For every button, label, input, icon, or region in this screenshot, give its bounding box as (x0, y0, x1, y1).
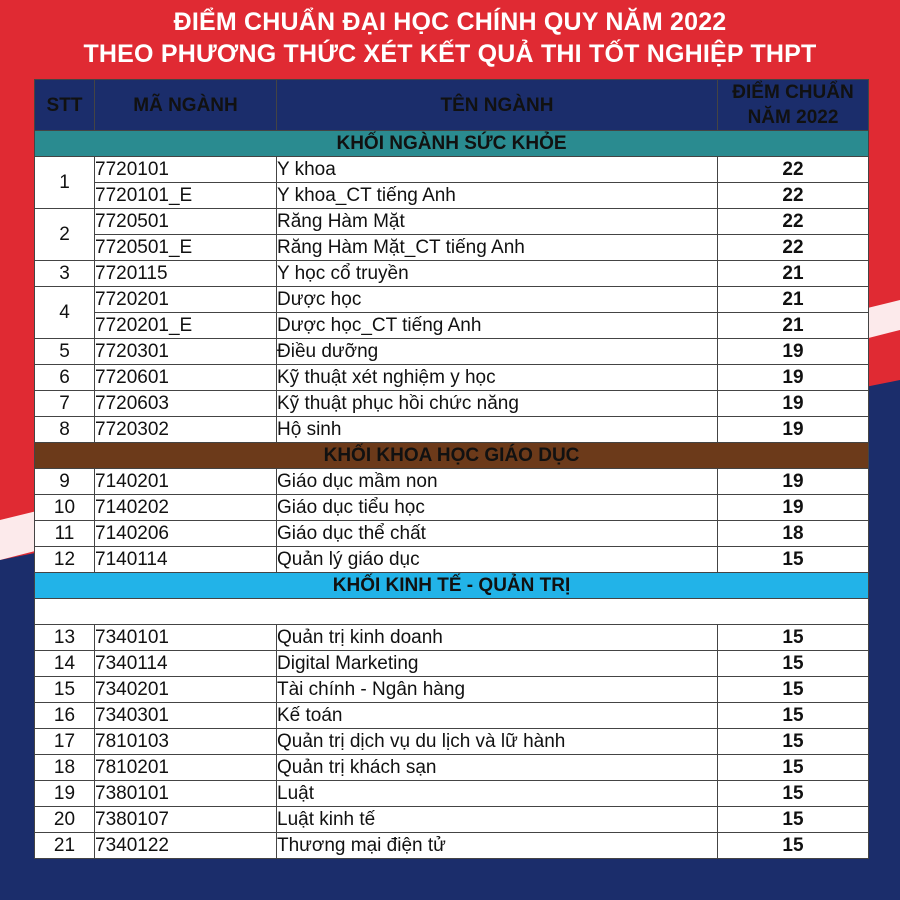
row-code: 7140114 (95, 547, 277, 573)
row-name: Răng Hàm Mặt (277, 209, 718, 235)
row-score: 21 (718, 287, 869, 313)
row-code: 7720101_E (95, 183, 277, 209)
row-code: 7720501 (95, 209, 277, 235)
row-stt: 14 (35, 651, 95, 677)
table-row (35, 261, 869, 287)
row-score: 15 (718, 651, 869, 677)
table-row (35, 703, 869, 729)
row-code: 7720201_E (95, 313, 277, 339)
header-stt: STT (35, 80, 95, 131)
row-code: 7720115 (95, 261, 277, 287)
row-code: 7380101 (95, 781, 277, 807)
row-name: Digital Marketing (277, 651, 718, 677)
row-score: 22 (718, 183, 869, 209)
row-stt: 17 (35, 729, 95, 755)
row-score: 19 (718, 391, 869, 417)
table-row (35, 469, 869, 495)
row-stt: 1 (35, 157, 95, 209)
row-score: 15 (718, 703, 869, 729)
table-header-row (35, 80, 869, 131)
row-score: 15 (718, 755, 869, 781)
row-score: 19 (718, 365, 869, 391)
header-name: TÊN NGÀNH (277, 80, 718, 131)
row-score: 15 (718, 547, 869, 573)
row-stt: 3 (35, 261, 95, 287)
spacer-row (35, 599, 869, 625)
table-row (35, 417, 869, 443)
row-name: Điều dưỡng (277, 339, 718, 365)
header-score (718, 80, 869, 131)
table-row (35, 755, 869, 781)
row-code: 7810103 (95, 729, 277, 755)
table-row (35, 729, 869, 755)
row-score: 18 (718, 521, 869, 547)
row-code: 7140202 (95, 495, 277, 521)
row-code: 7340101 (95, 625, 277, 651)
table-row (35, 677, 869, 703)
group-row-economics (35, 573, 869, 599)
admission-scores-table (34, 79, 869, 859)
row-stt: 5 (35, 339, 95, 365)
row-name: Dược học_CT tiếng Anh (277, 313, 718, 339)
row-stt: 4 (35, 287, 95, 339)
page-title-line-1: ĐIỂM CHUẨN ĐẠI HỌC CHÍNH QUY NĂM 2022 (173, 8, 727, 36)
header-code: MÃ NGÀNH (95, 80, 277, 131)
row-code: 7720501_E (95, 235, 277, 261)
table-row (35, 183, 869, 209)
table-row (35, 833, 869, 859)
row-name: Quản lý giáo dục (277, 547, 718, 573)
row-name: Quản trị kinh doanh (277, 625, 718, 651)
row-score: 19 (718, 469, 869, 495)
group-row-health (35, 131, 869, 157)
row-stt: 16 (35, 703, 95, 729)
row-name: Quản trị dịch vụ du lịch và lữ hành (277, 729, 718, 755)
table-row (35, 625, 869, 651)
row-stt: 2 (35, 209, 95, 261)
table-row (35, 781, 869, 807)
row-code: 7810201 (95, 755, 277, 781)
row-stt: 13 (35, 625, 95, 651)
group-label: KHỐI NGÀNH SỨC KHỎE (35, 131, 869, 157)
row-code: 7340114 (95, 651, 277, 677)
row-stt: 15 (35, 677, 95, 703)
row-score: 15 (718, 625, 869, 651)
table-row (35, 521, 869, 547)
row-name: Y khoa_CT tiếng Anh (277, 183, 718, 209)
row-code: 7140206 (95, 521, 277, 547)
row-score: 22 (718, 157, 869, 183)
table-row (35, 209, 869, 235)
row-stt: 8 (35, 417, 95, 443)
row-score: 21 (718, 313, 869, 339)
page-title-line-2: THEO PHƯƠNG THỨC XÉT KẾT QUẢ THI TỐT NGHIỆP THPT (83, 40, 817, 68)
row-stt: 18 (35, 755, 95, 781)
row-name: Răng Hàm Mặt_CT tiếng Anh (277, 235, 718, 261)
row-score: 15 (718, 807, 869, 833)
table-row (35, 313, 869, 339)
group-row-education (35, 443, 869, 469)
row-name: Giáo dục tiểu học (277, 495, 718, 521)
table-row (35, 157, 869, 183)
row-score: 15 (718, 833, 869, 859)
row-code: 7140201 (95, 469, 277, 495)
row-score: 19 (718, 417, 869, 443)
row-name: Quản trị khách sạn (277, 755, 718, 781)
row-code: 7720603 (95, 391, 277, 417)
row-name: Kỹ thuật xét nghiệm y học (277, 365, 718, 391)
table-row (35, 807, 869, 833)
row-code: 7720301 (95, 339, 277, 365)
row-score: 19 (718, 495, 869, 521)
row-code: 7720601 (95, 365, 277, 391)
group-label: KHỐI KHOA HỌC GIÁO DỤC (35, 443, 869, 469)
row-score: 19 (718, 339, 869, 365)
row-stt: 7 (35, 391, 95, 417)
row-score: 15 (718, 729, 869, 755)
row-name: Kế toán (277, 703, 718, 729)
row-code: 7340301 (95, 703, 277, 729)
group-label: KHỐI KINH TẾ - QUẢN TRỊ (35, 573, 869, 599)
row-stt: 12 (35, 547, 95, 573)
row-score: 22 (718, 235, 869, 261)
row-stt: 10 (35, 495, 95, 521)
row-name: Hộ sinh (277, 417, 718, 443)
row-name: Dược học (277, 287, 718, 313)
table-row (35, 547, 869, 573)
row-name: Y khoa (277, 157, 718, 183)
row-name: Kỹ thuật phục hồi chức năng (277, 391, 718, 417)
spacer-cell (35, 599, 869, 625)
header-score-line-1: ĐIỂM CHUẨN (732, 82, 854, 103)
row-name: Luật kinh tế (277, 807, 718, 833)
row-name: Y học cổ truyền (277, 261, 718, 287)
header-score-line-2: NĂM 2022 (747, 107, 839, 128)
row-stt: 6 (35, 365, 95, 391)
row-code: 7720302 (95, 417, 277, 443)
row-stt: 19 (35, 781, 95, 807)
table-row (35, 287, 869, 313)
row-stt: 20 (35, 807, 95, 833)
table-row (35, 339, 869, 365)
row-score: 21 (718, 261, 869, 287)
table-row (35, 365, 869, 391)
table-row (35, 495, 869, 521)
row-name: Giáo dục mầm non (277, 469, 718, 495)
row-name: Tài chính - Ngân hàng (277, 677, 718, 703)
row-code: 7720101 (95, 157, 277, 183)
row-score: 15 (718, 781, 869, 807)
row-name: Luật (277, 781, 718, 807)
row-stt: 11 (35, 521, 95, 547)
row-code: 7380107 (95, 807, 277, 833)
table-row (35, 235, 869, 261)
row-code: 7340122 (95, 833, 277, 859)
table-row (35, 651, 869, 677)
row-stt: 21 (35, 833, 95, 859)
row-stt: 9 (35, 469, 95, 495)
row-score: 22 (718, 209, 869, 235)
table-row (35, 391, 869, 417)
row-name: Giáo dục thể chất (277, 521, 718, 547)
row-code: 7720201 (95, 287, 277, 313)
row-name: Thương mại điện tử (277, 833, 718, 859)
row-code: 7340201 (95, 677, 277, 703)
row-score: 15 (718, 677, 869, 703)
